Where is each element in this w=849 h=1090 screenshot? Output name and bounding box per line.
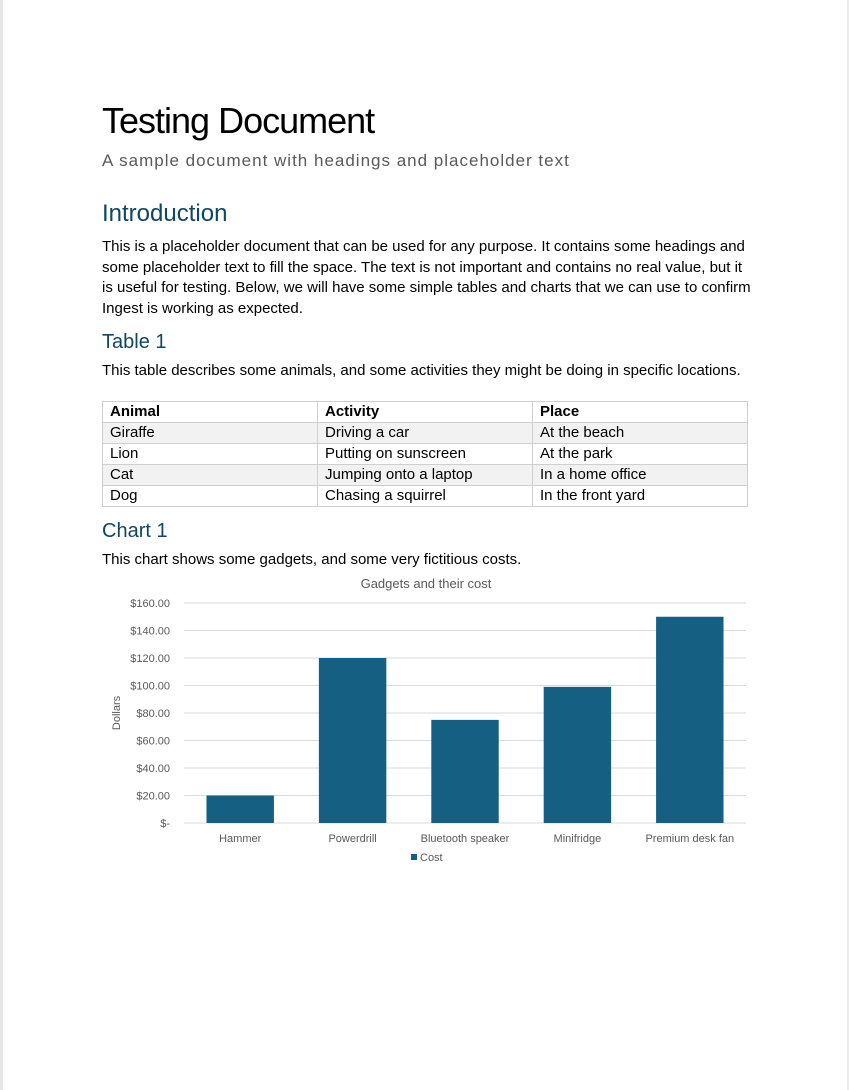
bar [431,720,498,823]
y-tick-label: $- [160,818,170,830]
table-row [103,423,748,444]
animals-table [102,401,748,507]
x-tick-label: Minifridge [553,833,602,845]
x-tick-label: Powerdrill [328,833,377,845]
table-cell: In a home office [533,465,748,486]
table-cell: Jumping onto a laptop [318,465,533,486]
chart1-description: This chart shows some gadgets, and some very fictitious costs. [102,551,522,568]
table-cell: At the park [533,444,748,465]
table-header-cell: Place [533,402,748,423]
table-cell: Driving a car [318,423,533,444]
table-row [103,465,748,486]
table-cell: Cat [103,465,318,486]
y-tick-label: $60.00 [136,735,170,748]
x-tick-label: Hammer [219,833,262,845]
bar [544,687,611,823]
y-tick-label: $140.00 [130,625,170,638]
table-cell: At the beach [533,423,748,444]
introduction-heading: Introduction [102,200,228,227]
chart-container [102,572,748,872]
table-header-cell: Activity [318,402,533,423]
introduction-paragraph: This is a placeholder document that can be used for any purpose. It contains some headings and some placeholder text to fill the space. The text is not important and contains no real value, but it is useful for testing. Below, we will have some simple tables and charts that we can use to confirm Ingest is working as expected. [102,238,751,317]
table-header-row [103,402,748,423]
bar [206,796,273,824]
document-subtitle: A sample document with headings and placeholder text [102,151,570,170]
y-tick-label: $160.00 [130,598,170,610]
y-tick-label: $100.00 [130,680,170,693]
table-row [103,444,748,465]
table-row [103,486,748,507]
y-tick-label: $120.00 [130,653,170,665]
y-tick-label: $20.00 [136,790,170,803]
table-cell: Putting on sunscreen [318,444,533,465]
y-tick-label: $40.00 [136,763,170,775]
legend-swatch [411,854,417,860]
page-edge [0,0,3,1090]
table-cell: Chasing a squirrel [318,486,533,507]
table1-heading: Table 1 [102,331,167,353]
table1-description: This table describes some animals, and some activities they might be doing in specific locations. [102,362,741,379]
y-axis-label: Dollars [111,695,123,731]
table-cell: Dog [103,486,318,507]
table-cell: In the front yard [533,486,748,507]
table-header-cell: Animal [103,402,318,423]
bar-chart [102,572,748,872]
chart-title: Gadgets and their cost [360,576,492,591]
table-cell: Giraffe [103,423,318,444]
legend-label: Cost [420,852,443,864]
x-tick-label: Premium desk fan [645,833,735,845]
x-tick-label: Bluetooth speaker [420,833,510,845]
chart1-heading: Chart 1 [102,520,168,542]
table-cell: Lion [103,444,318,465]
bar [656,617,723,823]
document-title: Testing Document [102,100,375,141]
y-tick-label: $80.00 [136,708,170,720]
bar [319,658,386,823]
